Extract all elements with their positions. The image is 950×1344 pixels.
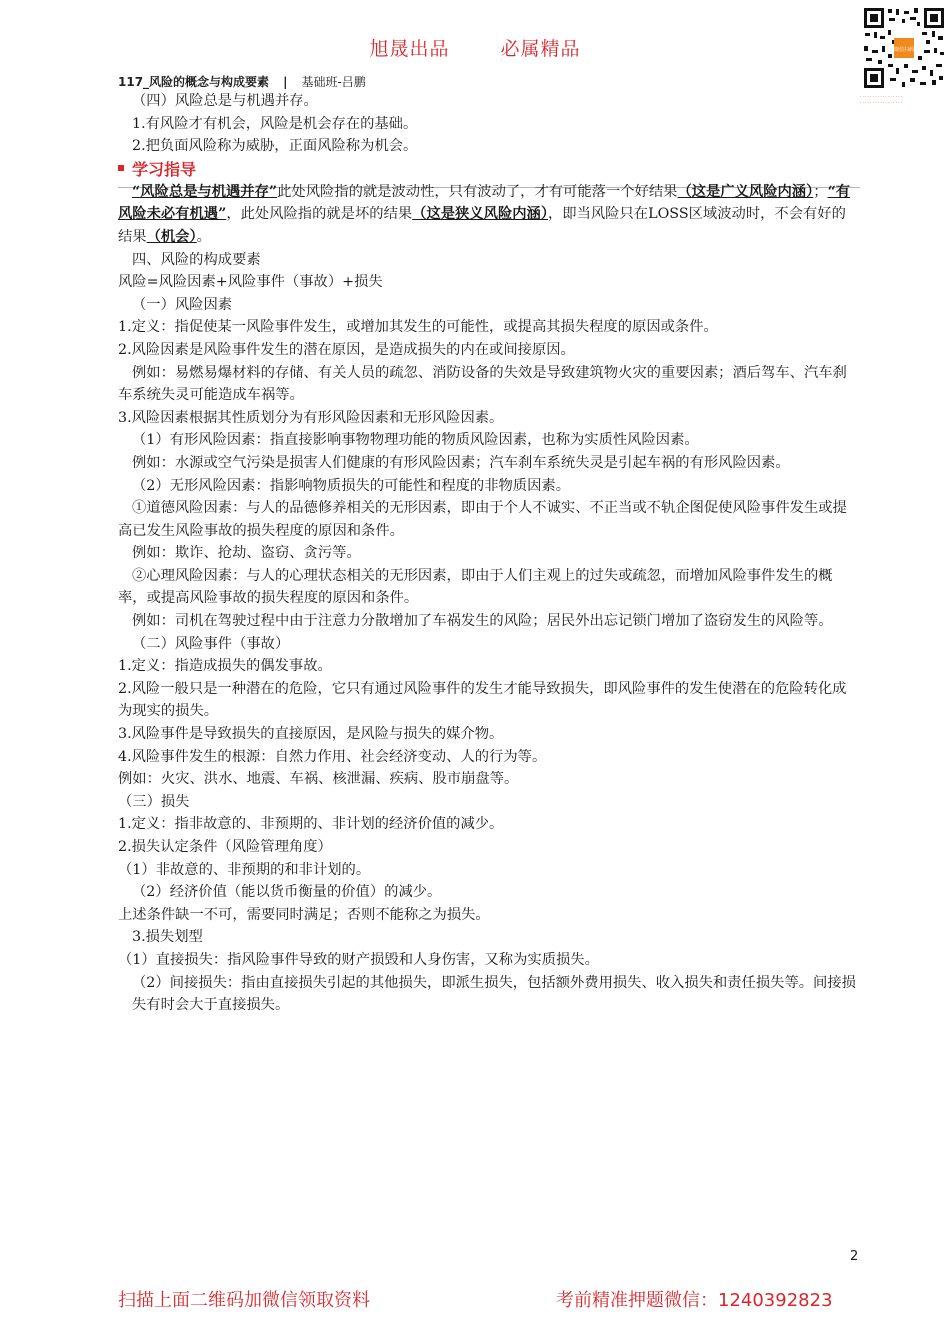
paragraph: 1.定义：指造成损失的偶发事故。 [118, 658, 332, 675]
emphasis: （机会） [146, 228, 197, 245]
paragraph: 2.损失认定条件（风险管理角度） [118, 839, 332, 855]
paragraph: 例如：欺诈、抢劫、盗窃、贪污等。 [132, 545, 361, 562]
text: 。 [196, 228, 211, 245]
course-line [118, 73, 366, 90]
text: ； [813, 183, 828, 200]
paragraph: 3.风险因素根据其性质划分为有形风险因素和无形风险因素。 [118, 409, 504, 426]
footer-left-text: 扫描上面二维码加微信领取资料 [118, 1290, 370, 1311]
paragraph: （四）风险总是与机遇并存。 [132, 93, 318, 109]
course-separator: | [283, 75, 288, 89]
paragraph: 1.定义：指非故意的、非预期的、非计划的经济价值的减少。 [118, 816, 504, 833]
paragraph: （2）间接损失：指由直接损失引起的其他损失，即派生损失，包括额外费用损失、收入损失和责任损失等。间接损失有时会大于直接损失。 [132, 974, 856, 1014]
text: ，即当风险只在LOSS区域波动时，不会有好的结果 [118, 206, 846, 245]
guide-heading-text: 学习指导 [132, 159, 197, 179]
paragraph: 风险=风险因素+风险事件（事故）+损失 [118, 274, 383, 291]
emphasis: “风险总是与机遇并存” [132, 183, 278, 200]
paragraph: 2.把负面风险称为威胁，正面风险称为机会。 [132, 138, 418, 155]
svg-text:微信扫码: 微信扫码 [893, 47, 915, 53]
paragraph: 例如：司机在驾驶过程中由于注意力分散增加了车祸发生的风险；居民外出忘记锁门增加了盗窃发生的风险等。 [132, 613, 833, 630]
course-title: 117_风险的概念与构成要素 [118, 75, 270, 89]
emphasis: （这是广义风险内涵） [677, 183, 814, 200]
paragraph: （1）直接损失：指风险事件导致的财产损毁和人身伤害，又称为实质损失。 [118, 951, 599, 968]
footer-right-text: 考前精准押题微信：1240392823 [556, 1290, 833, 1311]
paragraph: 4.风险事件发生的根源：自然力作用、社会经济变动、人的行为等。 [118, 748, 547, 765]
section-heading [118, 158, 860, 181]
paragraph: （2）经济价值（能以货币衡量的价值）的减少。 [132, 884, 442, 901]
text: 此处风险指的就是波动性，只有波动了，才有可能落一个好结果 [277, 183, 678, 200]
qr-caption: · · · · · · · · · · · · · · · · · · · · · · · · · · · · · · · · · · [860, 94, 902, 105]
paragraph: 例如：易燃易爆材料的存储、有关人员的疏忽、消防设备的失效是导致建筑物火灾的重要因素；酒后驾车、汽车刹车系统失灵可能造成车祸等。 [118, 364, 847, 404]
document-body [118, 90, 860, 1017]
paragraph: 3.损失划型 [132, 929, 203, 946]
emphasis: （这是狭义风险内涵） [412, 206, 548, 223]
paragraph: 例如：水源或空气污染是损害人们健康的有形风险因素；汽车刹车系统失灵是引起车祸的有形风险因素。 [132, 454, 790, 471]
paragraph: （一）风险因素 [132, 296, 233, 313]
paragraph: 四、风险的构成要素 [132, 251, 261, 268]
paragraph: 例如：火灾、洪水、地震、车祸、核泄漏、疾病、股市崩盘等。 [118, 771, 519, 788]
emphasis: “有风险未必有机遇” [118, 183, 851, 223]
paragraph: （二）风险事件（事故） [132, 635, 290, 652]
paragraph: ②心理风险因素：与人的心理状态相关的无形因素，即由于人们主观上的过失或疏忽，而增加风险事件发生的概率，或提高风险事故的损失程度的原因和条件。 [118, 567, 833, 607]
guide-paragraph [118, 181, 860, 249]
paragraph: （1）有形风险因素：指直接影响事物物理功能的物质风险因素，也称为实质性风险因素。 [132, 432, 699, 449]
class-name: 基础班-吕鹏 [301, 75, 366, 89]
brand-left: 旭晟出品 [369, 38, 450, 60]
page-number: 2 [850, 1249, 859, 1264]
text: ，此处风险指的就是坏的结果 [226, 206, 413, 223]
paragraph: 1.有风险才有机会，风险是机会存在的基础。 [132, 115, 418, 132]
square-bullet-icon [118, 165, 124, 171]
qr-code-icon [862, 6, 946, 90]
paragraph: （2）无形风险因素：指影响物质损失的可能性和程度的非物质因素。 [132, 477, 570, 494]
paragraph: （三）损失 [118, 793, 190, 810]
paragraph: 1.定义：指促使某一风险事件发生，或增加其发生的可能性，或提高其损失程度的原因或条件。 [118, 319, 718, 336]
paragraph: ①道德风险因素：与人的品德修养相关的无形因素，即由于个人不诚实、不正当或不轨企图促使风险事件发生或提高已发生风险事故的损失程度的原因和条件。 [118, 500, 847, 539]
paragraph: 2.风险一般只是一种潜在的危险，它只有通过风险事件的发生才能导致损失，即风险事件的发生使潜在的危险转化成为现实的损失。 [118, 680, 847, 720]
brand-right: 必属精品 [500, 38, 581, 60]
paragraph: 上述条件缺一不可，需要同时满足；否则不能称之为损失。 [118, 906, 490, 923]
paragraph: 2.风险因素是风险事件发生的潜在原因，是造成损失的内在或间接原因。 [118, 341, 575, 358]
brand-header [0, 34, 950, 61]
paragraph: （1）非故意的、非预期的和非计划的。 [118, 861, 371, 878]
paragraph: 3.风险事件是导致损失的直接原因，是风险与损失的媒介物。 [118, 726, 504, 743]
